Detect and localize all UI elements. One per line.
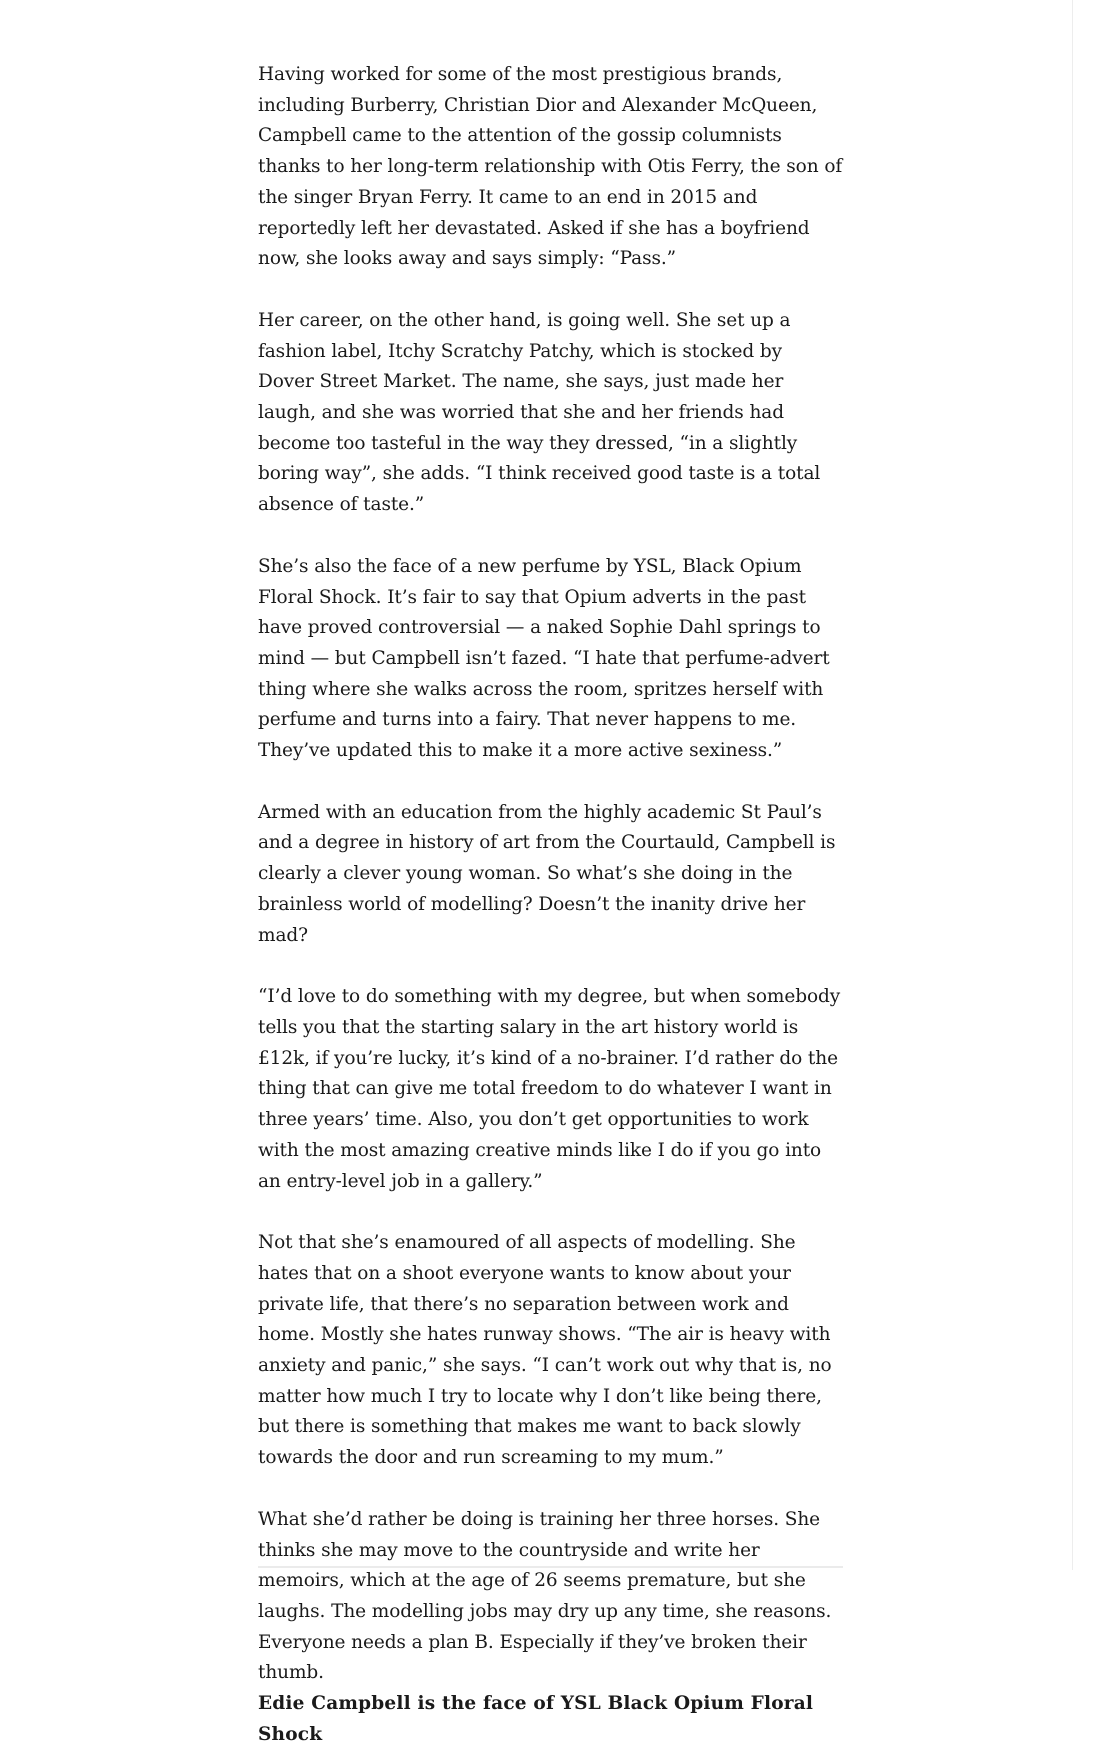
article-paragraph: What she’d rather be doing is training her three horses. She thinks she may move to the countryside and write her memoirs, which at the age of 26 seems premature, but she laughs. The modelling jobs may dry up any time, she reasons. Everyone needs a plan B. Especially if they’ve broken their thumb. bbox=[258, 1508, 832, 1684]
article-end-divider bbox=[258, 1566, 843, 1568]
article-body bbox=[258, 60, 843, 1750]
article-paragraph: Armed with an education from the highly academic St Paul’s and a degree in history of art from the Courtauld, Campbell is clearly a clever young woman. So what’s she doing in the brainless world of modelling? Doesn’t the inanity drive her mad? bbox=[258, 801, 836, 946]
right-divider bbox=[1072, 0, 1073, 1570]
article-paragraph: She’s also the face of a new perfume by YSL, Black Opium Floral Shock. It’s fair to say that Opium adverts in the past have proved controversial — a naked Sophie Dahl springs to mind — but Campbell isn’t fazed. “I hate that perfume-advert thing where she walks across the room, spritzes herself with perfume and turns into a fairy. That never happens to me. They’ve updated this to make it a more active sexiness.” bbox=[258, 555, 830, 762]
article-paragraph: Her career, on the other hand, is going well. She set up a fashion label, Itchy Scratchy Patchy, which is stocked by Dover Street Market. The name, she says, just made her laugh, and she was worried that she and her friends had become too tasteful in the way they dressed, “in a slightly boring way”, she adds. “I think received good taste is a total absence of taste.” bbox=[258, 309, 821, 516]
article-paragraph: Having worked for some of the most prestigious brands, including Burberry, Christian Dior and Alexander McQueen, Campbell came to the attention of the gossip columnists thanks to her long-term relationship with Otis Ferry, the son of the singer Bryan Ferry. It came to an end in 2015 and reportedly left her devastated. Asked if she has a boyfriend now, she looks away and says simply: “Pass.” bbox=[258, 64, 843, 270]
article-caption: Edie Campbell is the face of YSL Black Opium Floral Shock bbox=[258, 1693, 814, 1745]
article-paragraph: Not that she’s enamoured of all aspects of modelling. She hates that on a shoot everyone wants to know about your private life, that there’s no separation between work and home. Mostly she hates runway shows. “The air is heavy with anxiety and panic,” she says. “I can’t work out why that is, no matter how much I try to locate why I don’t like being there, but there is something that makes me want to back slowly towards the door and run screaming to my mum.” bbox=[258, 1232, 832, 1469]
article-paragraph: “I’d love to do something with my degree, but when somebody tells you that the starting salary in the art history world is £12k, if you’re lucky, it’s kind of a no-brainer. I’d rather do the thing that can give me total freedom to do whatever I want in three years’ time. Also, you don’t get opportunities to work with the most amazing creative minds like I do if you go into an entry-level job in a gallery.” bbox=[258, 986, 841, 1192]
